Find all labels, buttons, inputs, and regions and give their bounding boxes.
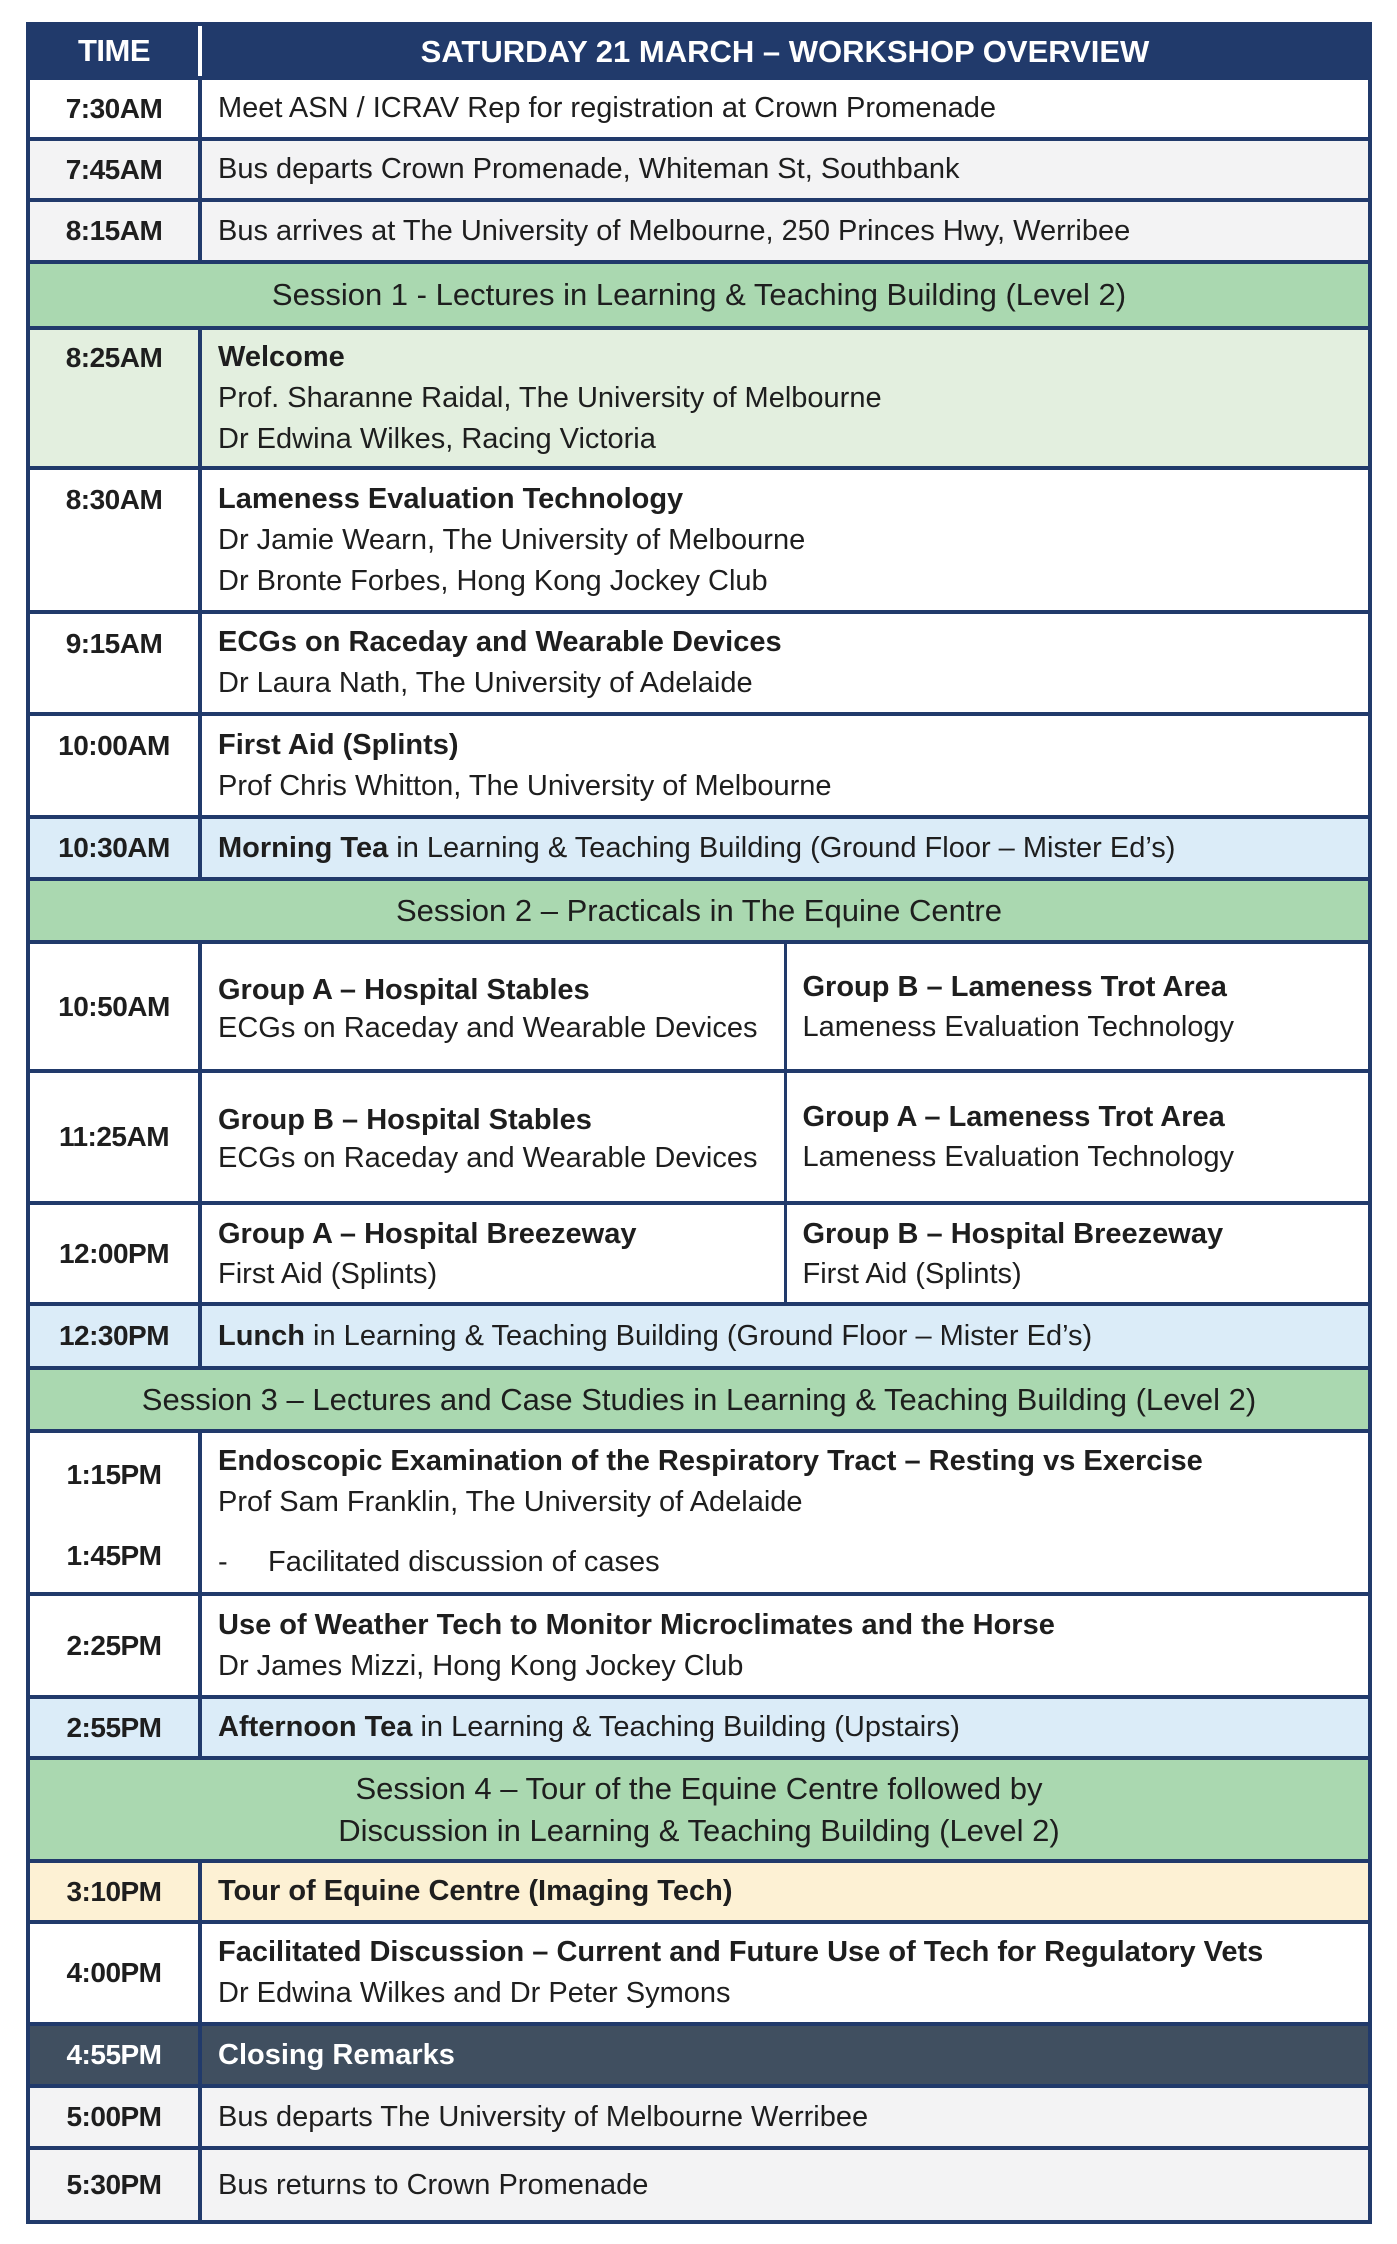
time-cell: 2:25PM	[30, 1596, 202, 1695]
session-title: Session 3 – Lectures and Case Studies in Learning & Teaching Building (Level 2)	[141, 1381, 1257, 1417]
start-time: 1:15PM	[66, 1459, 162, 1490]
time-cell: 11:25AM	[30, 1073, 202, 1201]
table-row	[30, 470, 1368, 614]
time-cell: 4:55PM	[30, 2026, 202, 2084]
event-content	[202, 819, 1368, 877]
time-cell: 8:15AM	[30, 202, 202, 260]
table-row	[30, 1433, 1368, 1596]
event-title: Tour of Equine Centre (Imaging Tech)	[218, 1875, 733, 1907]
table-row	[30, 80, 1368, 141]
event-content	[202, 470, 1368, 610]
session-4-heading	[30, 1760, 1368, 1863]
group-title: Group A – Hospital Stables	[218, 973, 590, 1006]
event-content	[202, 1863, 1368, 1920]
time-cell	[30, 1433, 202, 1592]
group-cell-left	[202, 944, 784, 1069]
time-cell: 10:00AM	[30, 716, 202, 815]
speaker: Dr Laura Nath, The University of Adelaide	[218, 667, 753, 699]
session-title: Session 2 – Practicals in The Equine Centre	[396, 892, 1002, 928]
time-cell: 5:00PM	[30, 2088, 202, 2146]
time-cell: 9:15AM	[30, 614, 202, 712]
time-cell: 10:30AM	[30, 819, 202, 877]
group-topic: Lameness Evaluation Technology	[802, 1010, 1235, 1043]
event-title: Facilitated Discussion – Current and Future Use of Tech for Regulatory Vets	[218, 1936, 1264, 1968]
table-row-split	[30, 1205, 1368, 1306]
schedule-table	[26, 22, 1372, 2224]
table-row	[30, 1596, 1368, 1699]
table-row-break	[30, 1306, 1368, 1370]
group-title: Group B – Lameness Trot Area	[802, 970, 1227, 1003]
speaker: Prof. Sharanne Raidal, The University of Melbourne	[218, 381, 882, 414]
event-text: Meet ASN / ICRAV Rep for registration at Crown Promenade	[218, 92, 996, 124]
group-topic: ECGs on Raceday and Wearable Devices	[218, 1142, 758, 1174]
event-title: Welcome	[218, 340, 345, 373]
break-label: Lunch	[218, 1320, 305, 1352]
speaker: Dr Jamie Wearn, The University of Melbourne	[218, 523, 806, 556]
time-cell: 7:45AM	[30, 141, 202, 198]
table-row	[30, 330, 1368, 470]
table-row-tour	[30, 1863, 1368, 1924]
session-2-heading	[30, 881, 1368, 944]
table-row-closing	[30, 2026, 1368, 2088]
table-row	[30, 614, 1368, 716]
session-3-heading	[30, 1370, 1368, 1433]
time-column-header: TIME	[30, 26, 202, 76]
speaker: Prof Sam Franklin, The University of Adelaide	[218, 1486, 803, 1518]
time-cell: 5:30PM	[30, 2150, 202, 2220]
event-content	[202, 2026, 1368, 2084]
break-location: in Learning & Teaching Building (Upstairs)	[412, 1711, 960, 1743]
speaker: Dr Edwina Wilkes, Racing Victoria	[218, 422, 656, 455]
group-title: Group B – Hospital Breezeway	[802, 1217, 1224, 1250]
discussion-time: 1:45PM	[66, 1540, 162, 1571]
break-label: Morning Tea	[218, 832, 389, 864]
event-content	[202, 1596, 1368, 1695]
group-topic: Lameness Evaluation Technology	[802, 1141, 1235, 1173]
event-title: Closing Remarks	[218, 2038, 455, 2071]
event-title: Lameness Evaluation Technology	[218, 482, 684, 515]
event-content	[202, 330, 1368, 466]
event-text: Bus departs Crown Promenade, Whiteman St, Southbank	[218, 153, 960, 185]
group-cell-left	[202, 1073, 784, 1201]
time-cell: 2:55PM	[30, 1699, 202, 1756]
time-cell: 10:50AM	[30, 944, 202, 1069]
event-text: Bus arrives at The University of Melbourne, 250 Princes Hwy, Werribee	[218, 214, 1131, 247]
event-text: Bus departs The University of Melbourne Werribee	[218, 2100, 869, 2133]
time-cell: 12:00PM	[30, 1205, 202, 1302]
table-row-split	[30, 1073, 1368, 1205]
group-topic: ECGs on Raceday and Wearable Devices	[218, 1011, 758, 1044]
table-header	[30, 26, 1368, 80]
speaker: Dr Bronte Forbes, Hong Kong Jockey Club	[218, 564, 768, 597]
discussion-text: Facilitated discussion of cases	[268, 1546, 660, 1578]
event-title: Use of Weather Tech to Monitor Microclimates and the Horse	[218, 1608, 1055, 1641]
table-row	[30, 2150, 1368, 2220]
session-title: Session 1 - Lectures in Learning & Teaching Building (Level 2)	[271, 277, 1127, 312]
table-row-break	[30, 819, 1368, 881]
table-row	[30, 141, 1368, 202]
discussion-item	[218, 1542, 1352, 1583]
group-topic: First Aid (Splints)	[218, 1257, 438, 1290]
session-1-heading	[30, 264, 1368, 330]
event-title: First Aid (Splints)	[218, 728, 459, 761]
time-cell: 3:10PM	[30, 1863, 202, 1920]
table-row	[30, 1924, 1368, 2026]
event-text: Bus returns to Crown Promenade	[218, 2168, 649, 2201]
group-title: Group A – Hospital Breezeway	[218, 1217, 637, 1250]
event-title: ECGs on Raceday and Wearable Devices	[218, 626, 782, 658]
event-content	[202, 1306, 1368, 1366]
event-content	[202, 1433, 1368, 1592]
table-row	[30, 2088, 1368, 2150]
break-location: in Learning & Teaching Building (Ground Floor – Mister Ed’s)	[388, 832, 1176, 864]
group-cell-right	[784, 944, 1369, 1069]
event-content	[202, 1924, 1368, 2022]
time-cell: 8:25AM	[30, 330, 202, 466]
time-cell: 7:30AM	[30, 80, 202, 137]
table-row-split	[30, 944, 1368, 1073]
group-topic: First Aid (Splints)	[802, 1257, 1022, 1290]
speaker: Prof Chris Whitton, The University of Melbourne	[218, 769, 832, 802]
speaker: Dr James Mizzi, Hong Kong Jockey Club	[218, 1649, 744, 1682]
schedule-title: SATURDAY 21 MARCH – WORKSHOP OVERVIEW	[420, 33, 1150, 69]
table-row	[30, 716, 1368, 819]
time-cell: 12:30PM	[30, 1306, 202, 1366]
dash-bullet: -	[218, 1546, 228, 1578]
event-title: Endoscopic Examination of the Respiratory Tract – Resting vs Exercise	[218, 1445, 1203, 1477]
table-row	[30, 202, 1368, 264]
group-cell-right	[784, 1205, 1369, 1302]
table-row-break	[30, 1699, 1368, 1760]
speaker: Dr Edwina Wilkes and Dr Peter Symons	[218, 1977, 731, 2009]
event-content	[202, 614, 1368, 712]
session-title-line2: Discussion in Learning & Teaching Building (Level 2)	[338, 1812, 1060, 1848]
time-cell: 8:30AM	[30, 470, 202, 610]
event-content	[202, 716, 1368, 815]
group-title: Group B – Hospital Stables	[218, 1104, 592, 1136]
time-cell: 4:00PM	[30, 1924, 202, 2022]
event-content	[202, 1699, 1368, 1756]
break-location: in Learning & Teaching Building (Ground Floor – Mister Ed’s)	[305, 1320, 1093, 1352]
group-cell-left	[202, 1205, 784, 1302]
group-title: Group A – Lameness Trot Area	[802, 1101, 1225, 1133]
group-cell-right	[784, 1073, 1369, 1201]
session-title-line1: Session 4 – Tour of the Equine Centre followed by	[355, 1770, 1043, 1806]
break-label: Afternoon Tea	[218, 1711, 413, 1743]
